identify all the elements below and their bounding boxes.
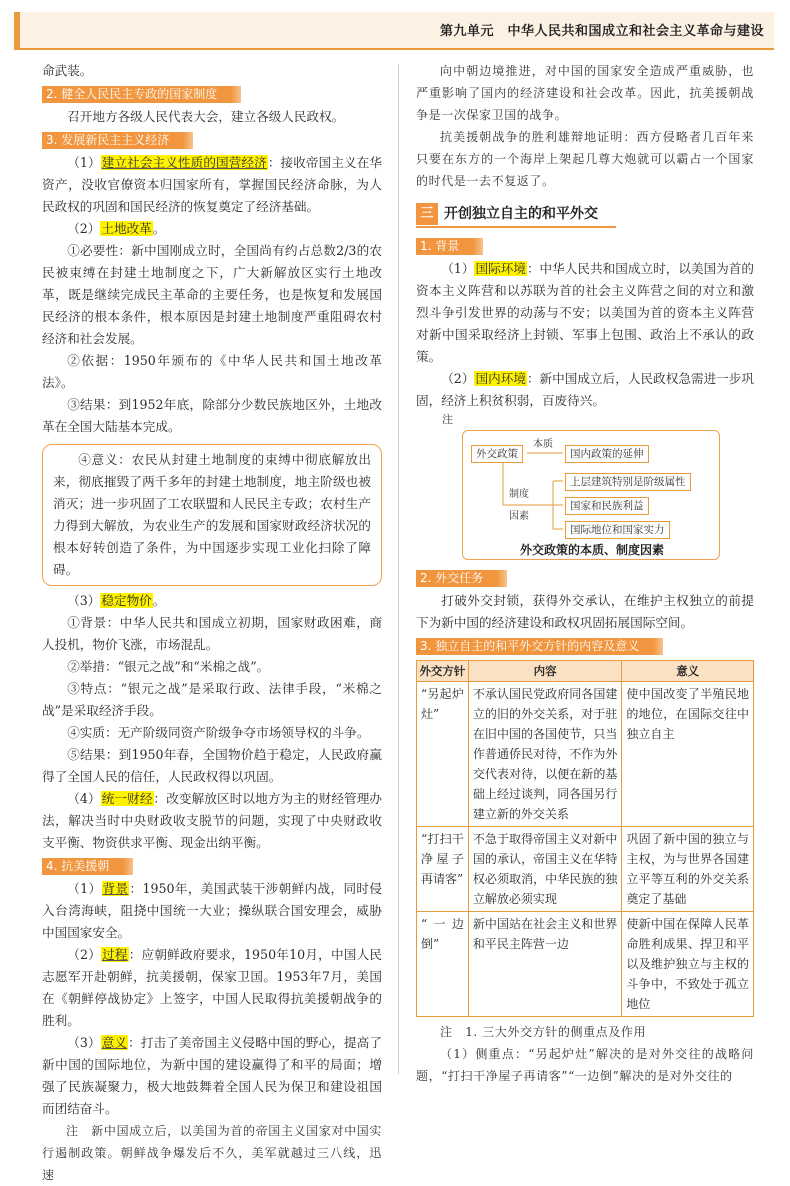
chapter-number: 三 — [416, 203, 438, 225]
diagram-caption: 外交政策的本质、制度因素 — [519, 543, 664, 557]
diagram-node-item: 国际地位和国家实力 — [565, 521, 670, 539]
paragraph: 召开地方各级人民代表大会，建立各级人民政权。 — [67, 109, 345, 124]
economy-item-1: （1）建立社会主义性质的国营经济：接收帝国主义在华资产，没收官僚资本归国家所有，掌握国民经济命脉，为人民政权的巩固和国民经济的恢复奠定了经济基础。 — [42, 155, 383, 214]
table-cell: 不承认国民党政府同各国建立的旧的外交关系，对于驻在旧中国的各国使节，只当作普通侨民对待，不作为外交代表对待，以便在新的基础上经过谈判，同各国另行建立新的外交关系 — [468, 682, 622, 827]
table-header-row — [417, 661, 754, 682]
diagram-label-factor: 因素 — [509, 511, 529, 522]
table-cell: “一边倒” — [417, 912, 469, 1017]
highlight-term: 背景 — [102, 881, 129, 896]
chapter-heading — [416, 202, 616, 228]
left-column — [42, 60, 382, 1186]
table-row — [417, 682, 754, 827]
background-item-1: （1）国际环境：中华人民共和国成立时，以美国为首的资本主义阵营和以苏联为首的社会主义阵营之间的对立和激烈斗争引发世界的动荡与不安；以美国为首的资本主义阵营对新中国采取经济上封锁、军事上包围、政治上不承认的政策。 — [416, 261, 755, 364]
table-header: 意义 — [622, 661, 754, 682]
right-column — [416, 60, 754, 1087]
table-cell: 不急于取得帝国主义对新中国的承认，帝国主义在华特权必须取消，中华民族的独立解放必须实现 — [468, 827, 622, 912]
note-paragraph: 抗美援朝战争的胜利雄辩地证明：西方侵略者几百年来只要在东方的一个海岸上架起几尊大炮就可以霸占一个国家的时代是一去不复返了。 — [416, 130, 754, 188]
table-note-body: （1）侧重点：“另起炉灶”解决的是对外交往的战略问题，“打扫干净屋子再请客”“一边倒”解决的是对外交往的 — [416, 1047, 754, 1083]
foreign-policy-diagram — [462, 430, 720, 560]
highlight-term: 建立社会主义性质的国营经济 — [101, 155, 267, 170]
paragraph: 命武装。 — [42, 63, 93, 78]
note-paragraph: 注 新中国成立后，以美国为首的帝国主义国家对中国实行遏制政策。朝鲜战争爆发后不久，美军就越过三八线，迅速 — [42, 1124, 382, 1182]
header-band — [14, 12, 774, 50]
highlight-term: 国际环境 — [475, 261, 526, 276]
table-cell: “打扫干净屋子再请客” — [417, 827, 469, 912]
diagram-label-system: 制度 — [509, 489, 529, 500]
section-heading-4: 4. 抗美援朝 — [42, 858, 133, 875]
table-row — [417, 827, 754, 912]
paragraph: ①必要性：新中国刚成立时，全国尚有约占总数2/3的农民被束缚在封建土地制度之下，广大新解放区实行土地改革，既是继续完成民主革命的主要任务，也是恢复和发展国民经济的根本条件，根本原因是封建土地制度严重阻碍农村经济和社会发展。 — [42, 243, 382, 346]
table-header: 外交方针 — [417, 661, 469, 682]
diagram-node-foreign-policy: 外交政策 — [471, 445, 523, 463]
table-cell: 新中国站在社会主义和世界和平民主阵营一边 — [468, 912, 622, 1017]
diagram-node-essence: 国内政策的延伸 — [565, 445, 649, 463]
highlight-term: 统一财经 — [101, 791, 153, 806]
table-note-title: 注 1. 三大外交方针的侧重点及作用 — [440, 1025, 647, 1039]
background-item-2: （2）国内环境：新中国成立后，人民政权急需进一步巩固，经济上积贫积弱，百废待兴。 — [416, 371, 755, 408]
highlight-term: 意义 — [101, 1035, 128, 1050]
foreign-policy-table — [416, 660, 754, 1017]
table-cell: “另起炉灶” — [417, 682, 469, 827]
diagram-node-item: 国家和民族利益 — [565, 497, 649, 515]
highlight-term: 国内环境 — [475, 371, 526, 386]
section-heading-1: 1. 背景 — [416, 238, 483, 255]
paragraph: ⑤结果：到1950年春，全国物价趋于稳定，人民政府赢得了全国人民的信任，人民政权得以巩固。 — [42, 747, 382, 784]
korea-item-1: （1）背景：1950年，美国武装干涉朝鲜内战，同时侵入台湾海峡，阻挠中国统一大业；操纵联合国安理会，威胁中国国家安全。 — [42, 881, 382, 940]
chapter-title: 开创独立自主的和平外交 — [444, 206, 598, 222]
economy-item-3: （3）稳定物价。 — [67, 593, 166, 608]
highlight-term: 稳定物价 — [101, 593, 152, 608]
table-header: 内容 — [468, 661, 622, 682]
section-heading-2: 2. 外交任务 — [416, 570, 507, 587]
unit-title: 第九单元 中华人民共和国成立和社会主义革命与建设 — [439, 24, 764, 39]
paragraph: ④意义：农民从封建土地制度的束缚中彻底解放出来，彻底摧毁了两千多年的封建土地制度，地主阶级也被消灭；进一步巩固了工农联盟和人民民主专政；农村生产力得到大解放，为农业生产的发展和国家财政经济状况的根本好转创造了条件，为中国逐步实现工业化扫除了障碍。 — [53, 452, 371, 577]
section-heading-3: 3. 发展新民主主义经济 — [42, 132, 193, 149]
highlight-term: 土地改革 — [101, 221, 152, 236]
economy-item-2: （2）土地改革。 — [67, 221, 166, 236]
highlight-term: 过程 — [102, 947, 128, 962]
paragraph: ④实质：无产阶级同资产阶级争夺市场领导权的斗争。 — [67, 725, 370, 740]
header-accent — [14, 12, 20, 50]
table-cell: 使新中国在保障人民革命胜利成果、捍卫和平以及维护独立与主权的斗争中，不致处于孤立地位 — [622, 912, 754, 1017]
korea-item-2: （2）过程：应朝鲜政府要求，1950年10月，中国人民志愿军开赴朝鲜，抗美援朝，保家卫国。1953年7月，美国在《朝鲜停战协定》上签字，中国人民取得抗美援朝战争的胜利。 — [42, 947, 383, 1028]
paragraph: ①背景：中华人民共和国成立初期，国家财政困难，商人投机，物价飞涨，市场混乱。 — [42, 615, 382, 652]
table-cell: 巩固了新中国的独立与主权，为与世界各国建立平等互利的外交关系奠定了基础 — [622, 827, 754, 912]
note-paragraph: 向中朝边境推进，对中国的国家安全造成严重威胁，也严重影响了国内的经济建设和社会改革。因此，抗美援朝战争是一次保家卫国的战争。 — [416, 64, 754, 122]
column-divider — [398, 64, 399, 1074]
diagram-label-essence: 本质 — [533, 439, 553, 450]
section-heading-2: 2. 健全人民民主专政的国家制度 — [42, 86, 241, 103]
table-row — [417, 912, 754, 1017]
significance-box — [42, 444, 382, 586]
korea-item-3: （3）意义：打击了美帝国主义侵略中国的野心，提高了新中国的国际地位，为新中国的建设赢得了和平的局面；增强了民族凝聚力，极大地鼓舞着全国人民为保卫和建设祖国而团结奋斗。 — [42, 1035, 383, 1116]
paragraph: ③特点：“银元之战”是采取行政、法律手段，“米棉之战”是采取经济手段。 — [42, 681, 382, 718]
economy-item-4: （4）统一财经：改变解放区时以地方为主的财经管理办法，解决当时中央财政收支脱节的问题，实现了中央财政收支平衡、物资供求平衡、现金出纳平衡。 — [42, 791, 383, 850]
paragraph: ②依据：1950年颁布的《中华人民共和国土地改革法》。 — [42, 353, 382, 390]
paragraph: ②举措：“银元之战”和“米棉之战”。 — [67, 659, 270, 674]
table-cell: 使中国改变了半殖民地的地位，在国际交往中独立自主 — [622, 682, 754, 827]
paragraph: 打破外交封锁，获得外交承认，在维护主权独立的前提下为新中国的经济建设和政权巩固拓展国际空间。 — [416, 593, 754, 630]
section-heading-3: 3. 独立自主的和平外交方针的内容及意义 — [416, 638, 663, 655]
diagram-node-item: 上层建筑特别是阶级属性 — [565, 473, 691, 491]
diagram-note-label: 注 — [442, 413, 454, 426]
paragraph: ③结果：到1952年底，除部分少数民族地区外，土地改革在全国大陆基本完成。 — [42, 397, 382, 434]
